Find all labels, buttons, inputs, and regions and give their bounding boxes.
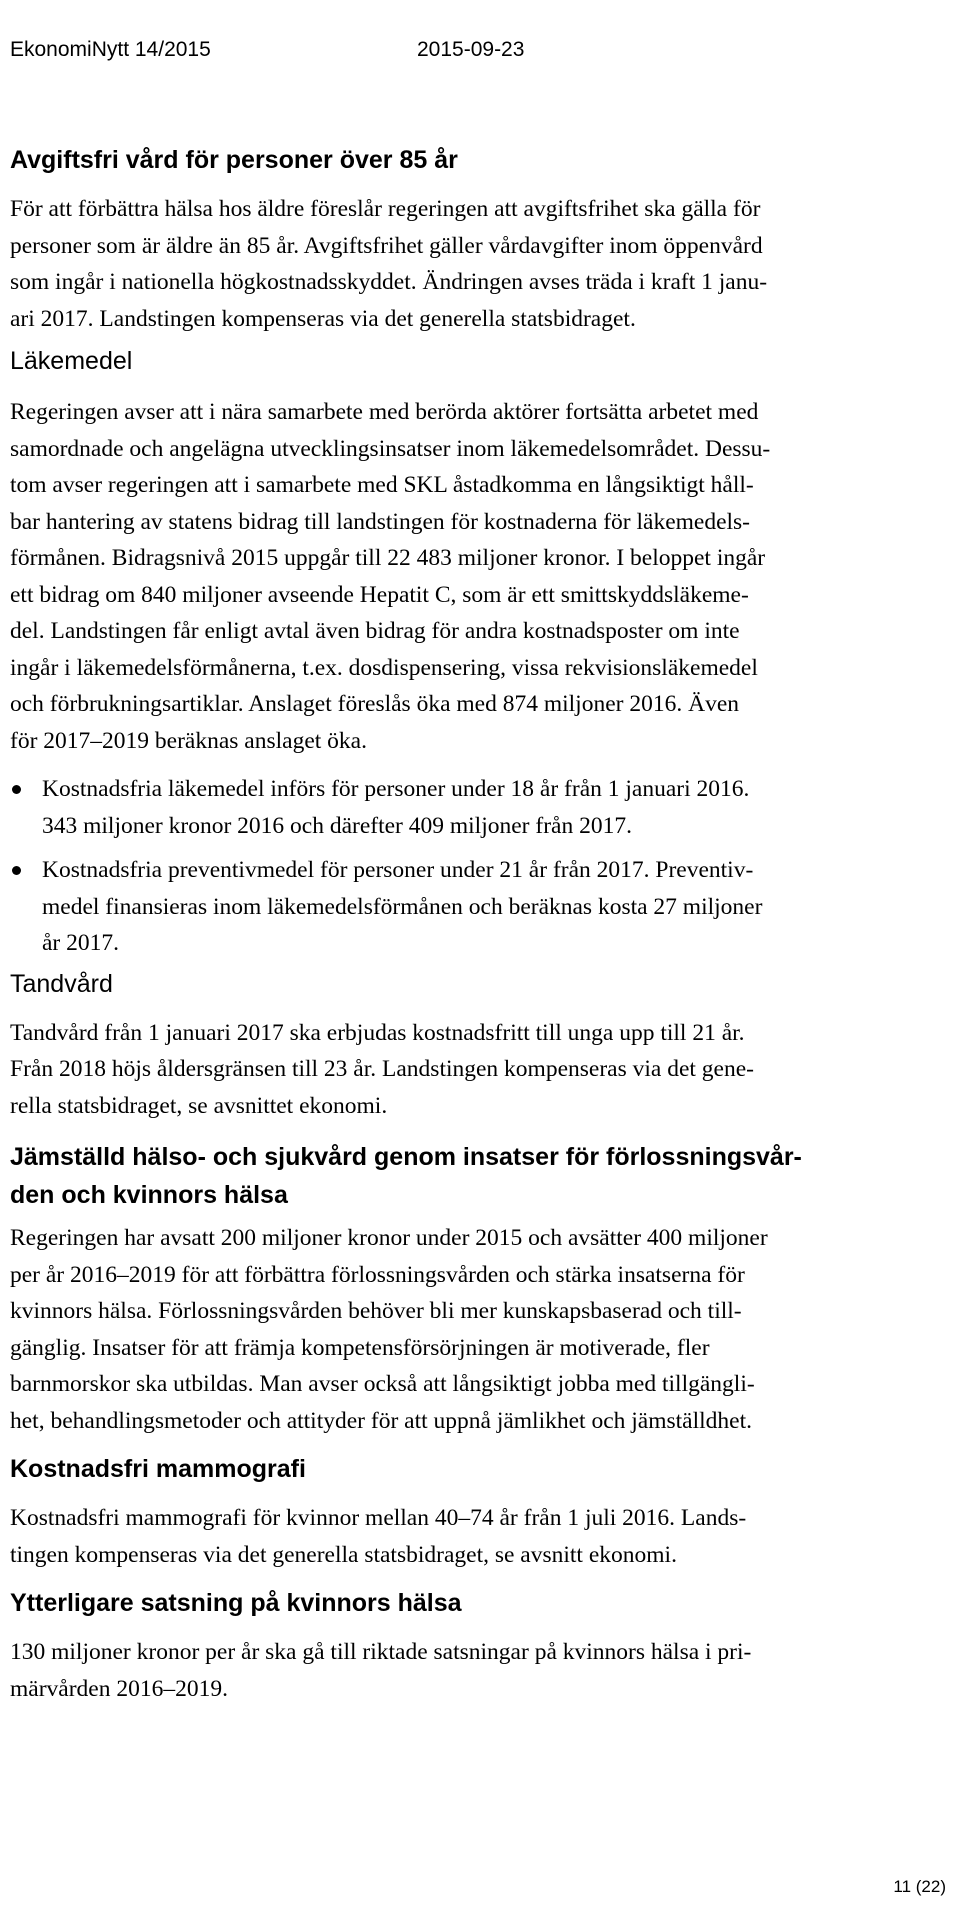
text-line: märvården 2016–2019. <box>10 1675 228 1702</box>
text-line: ari 2017. Landstingen kompenseras via det generella statsbidraget. <box>10 305 636 332</box>
text-line: per år 2016–2019 för att förbättra förlossningsvården och stärka insatserna för <box>10 1261 745 1288</box>
bullet-icon <box>12 866 21 875</box>
paragraph-ytterligare <box>10 1634 950 1707</box>
text-line: kvinnors hälsa. Förlossningsvården behöver bli mer kunskapsbaserad och till- <box>10 1298 742 1324</box>
text-line: Från 2018 höjs åldersgränsen till 23 år. Landstingen kompenseras via det gene- <box>10 1056 754 1082</box>
text-line: Regeringen avser att i nära samarbete med berörda aktörer fortsätta arbetet med <box>10 399 759 425</box>
section-heading-mammografi: Kostnadsfri mammografi <box>10 1455 306 1483</box>
bullet-icon <box>12 785 21 794</box>
document-body <box>10 142 950 1707</box>
paragraph-jamstalld <box>10 1220 950 1439</box>
heading-line: den och kvinnors hälsa <box>10 1181 288 1209</box>
bullet-list-lakemedel <box>10 771 950 962</box>
paragraph-mammografi <box>10 1500 950 1573</box>
text-line: samordnade och angelägna utvecklingsinsatser inom läkemedelsområdet. Dessu- <box>10 435 771 462</box>
paragraph-tandvard <box>10 1015 950 1125</box>
text-line: För att förbättra hälsa hos äldre föreslår regeringen att avgiftsfrihet ska gälla för <box>10 196 761 222</box>
text-line: Kostnadsfria läkemedel införs för personer under 18 år från 1 januari 2016. <box>42 776 750 802</box>
list-item <box>10 852 950 962</box>
text-line: del. Landstingen får enligt avtal även bidrag för andra kostnadsposter om inte <box>10 618 740 644</box>
text-line: bar hantering av statens bidrag till landstingen för kostnaderna för läkemedels- <box>10 508 751 535</box>
text-line: gänglig. Insatser för att främja kompetensförsörjningen är motiverade, fler <box>10 1334 710 1361</box>
page-header <box>10 36 950 64</box>
section-heading-tandvard: Tandvård <box>10 969 113 998</box>
publication-date: 2015-09-23 <box>417 38 525 61</box>
text-line: rella statsbidraget, se avsnittet ekonomi. <box>10 1092 388 1119</box>
page-number: 11 (22) <box>893 1877 946 1896</box>
text-line: Tandvård från 1 januari 2017 ska erbjudas kostnadsfritt till unga upp till 21 år. <box>10 1019 745 1046</box>
text-line: ingår i läkemedelsförmånerna, t.ex. dosdispensering, vissa rekvisionsläkemedel <box>10 654 758 681</box>
heading-line: Jämställd hälso- och sjukvård genom insatser för förlossningsvår- <box>10 1143 802 1171</box>
paragraph-avgiftsfri <box>10 191 950 337</box>
text-line: som ingår i nationella högkostnadsskyddet. Ändringen avses träda i kraft 1 janu- <box>10 269 768 295</box>
text-line: Kostnadsfria preventivmedel för personer under 21 år från 2017. Preventiv- <box>42 857 754 883</box>
text-line: barnmorskor ska utbildas. Man avser också att långsiktigt jobba med tillgängli- <box>10 1371 755 1397</box>
text-line: Kostnadsfri mammografi för kvinnor mellan 40–74 år från 1 juli 2016. Lands- <box>10 1505 747 1531</box>
section-heading-jamstalld <box>10 1138 950 1214</box>
text-line: för 2017–2019 beräknas anslaget öka. <box>10 727 367 754</box>
text-line: medel finansieras inom läkemedelsförmånen och beräknas kosta 27 miljoner <box>42 893 763 920</box>
paragraph-lakemedel <box>10 394 950 759</box>
section-heading-avgiftsfri: Avgiftsfri vård för personer över 85 år <box>10 146 458 174</box>
text-line: tingen kompenseras via det generella statsbidraget, se avsnitt ekonomi. <box>10 1541 677 1568</box>
publication-title: EkonomiNytt 14/2015 <box>10 38 211 61</box>
text-line: år 2017. <box>42 930 120 956</box>
text-line: 343 miljoner kronor 2016 och därefter 409 miljoner från 2017. <box>42 812 632 839</box>
text-line: personer som är äldre än 85 år. Avgiftsfrihet gäller vårdavgifter inom öppenvård <box>10 232 763 259</box>
text-line: Regeringen har avsatt 200 miljoner kronor under 2015 och avsätter 400 miljoner <box>10 1225 768 1251</box>
text-line: förmånen. Bidragsnivå 2015 uppgår till 22 483 miljoner kronor. I beloppet ingår <box>10 545 766 571</box>
text-line: ett bidrag om 840 miljoner avseende Hepatit C, som är ett smittskyddsläkeme- <box>10 581 749 608</box>
text-line: tom avser regeringen att i samarbete med SKL åstadkomma en långsiktigt håll- <box>10 472 754 498</box>
section-heading-ytterligare: Ytterligare satsning på kvinnors hälsa <box>10 1589 462 1617</box>
text-line: och förbrukningsartiklar. Anslaget föreslås öka med 874 miljoner 2016. Även <box>10 691 739 717</box>
list-item <box>10 771 950 844</box>
section-heading-lakemedel: Läkemedel <box>10 347 133 375</box>
text-line: 130 miljoner kronor per år ska gå till riktade satsningar på kvinnors hälsa i pri- <box>10 1639 752 1665</box>
text-line: het, behandlingsmetoder och attityder för att uppnå jämlikhet och jämställdhet. <box>10 1407 752 1434</box>
